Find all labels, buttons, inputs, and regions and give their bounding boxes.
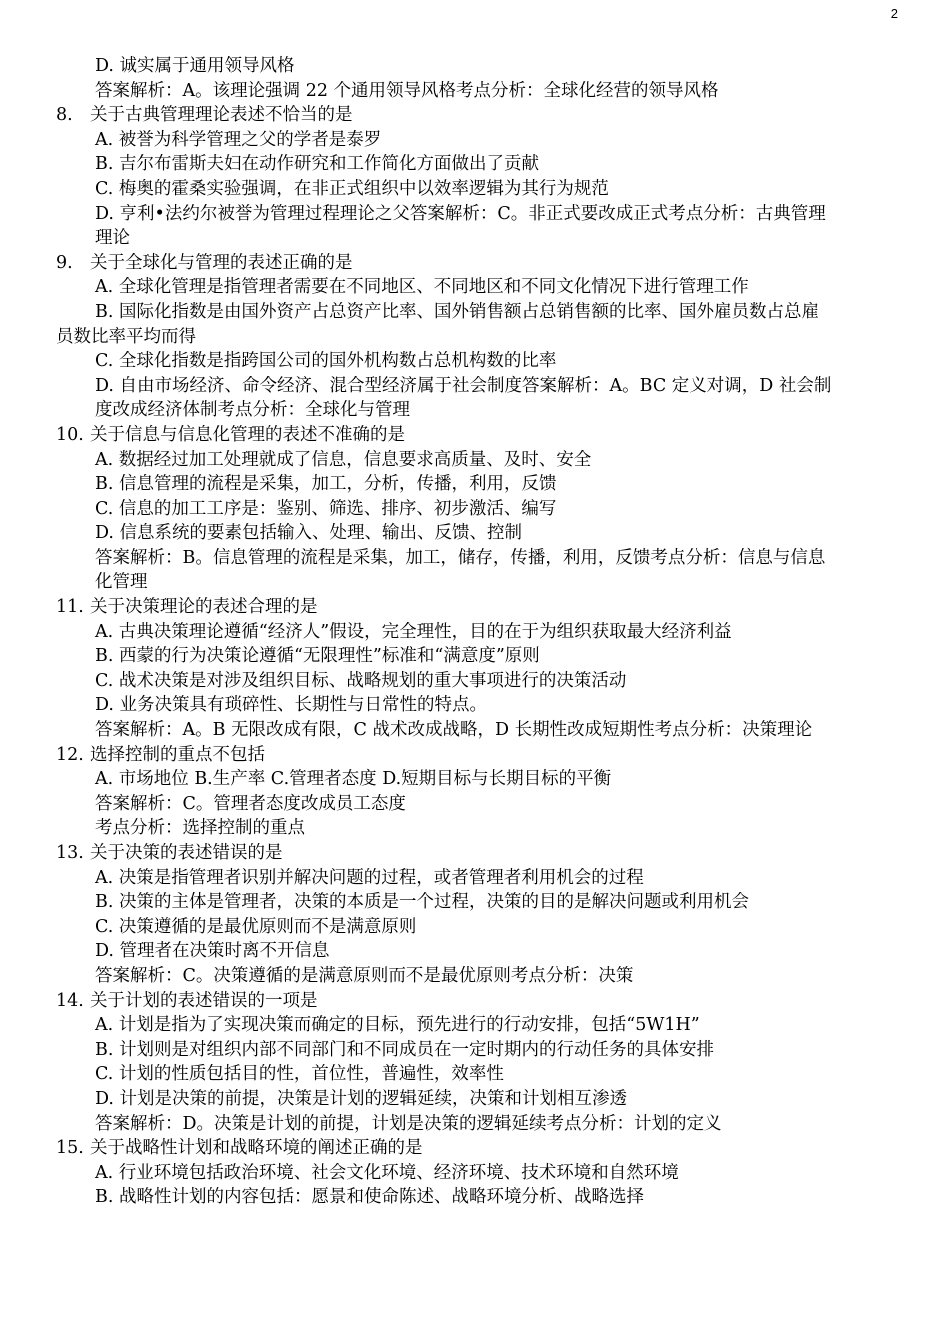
option-line: 考点分析：选择控制的重点: [95, 818, 305, 839]
option-line: C. 计划的性质包括目的性，首位性，普遍性，效率性: [95, 1064, 504, 1085]
question-number: 15.: [56, 1138, 84, 1159]
option-line: A. 数据经过加工处理就成了信息，信息要求高质量、及时、安全: [95, 449, 592, 470]
question-line: [0, 841, 950, 866]
question-line: [0, 989, 950, 1014]
question-text: 关于信息与信息化管理的表述不准确的是: [90, 424, 405, 445]
question-number: 8.: [56, 105, 73, 126]
question-number: 12.: [56, 744, 84, 765]
option-line: B. 计划则是对组织内部不同部门和不同成员在一定时期内的行动任务的具体安排: [95, 1039, 714, 1060]
option-line: 答案解析：B。信息管理的流程是采集，加工，储存，传播，利用，反馈考点分析：信息与信息: [95, 547, 826, 568]
option-line: B. 战略性计划的内容包括：愿景和使命陈述、战略环境分析、战略选择: [95, 1187, 644, 1208]
option-line: A. 市场地位 B.生产率 C.管理者态度 D.短期目标与长期目标的平衡: [95, 769, 612, 790]
option-line: A. 被誉为科学管理之父的学者是泰罗: [95, 129, 382, 150]
option-line: A. 决策是指管理者识别并解决问题的过程，或者管理者利用机会的过程: [95, 867, 644, 888]
option-line: C. 战术决策是对涉及组织目标、战略规划的重大事项进行的决策活动: [95, 670, 627, 691]
option-line: 度改成经济体制考点分析：全球化与管理: [95, 400, 410, 421]
question-text: 关于决策理论的表述合理的是: [90, 597, 318, 618]
page-number: 2: [890, 6, 898, 21]
option-line: B. 西蒙的行为决策论遵循“无限理性”标准和“满意度”原则: [95, 646, 540, 667]
question-line: [0, 743, 950, 768]
option-line: B. 吉尔布雷斯夫妇在动作研究和工作简化方面做出了贡献: [95, 154, 539, 175]
question-line: [0, 1136, 950, 1161]
option-line: B. 决策的主体是管理者，决策的本质是一个过程，决策的目的是解决问题或利用机会: [95, 892, 749, 913]
option-line: D. 管理者在决策时离不开信息: [95, 941, 330, 962]
option-line: C. 决策遵循的是最优原则而不是满意原则: [95, 916, 417, 937]
question-line: [0, 595, 950, 620]
question-text: 选择控制的重点不包括: [90, 744, 265, 765]
option-line: A. 行业环境包括政治环境、社会文化环境、经济环境、技术环境和自然环境: [95, 1162, 679, 1183]
option-line: D. 业务决策具有琐碎性、长期性与日常性的特点。: [95, 695, 488, 716]
option-line: C. 梅奥的霍桑实验强调，在非正式组织中以效率逻辑为其行为规范: [95, 178, 609, 199]
option-line: D. 计划是决策的前提，决策是计划的逻辑延续，决策和计划相互渗透: [95, 1088, 628, 1109]
option-line: 答案解析：C。决策遵循的是满意原则而不是最优原则考点分析：决策: [95, 965, 634, 986]
option-line: A. 计划是指为了实现决策而确定的目标，预先进行的行动安排，包括“5W1H”: [95, 1015, 700, 1036]
option-line: 答案解析：C。管理者态度改成员工态度: [95, 793, 406, 814]
question-text: 关于决策的表述错误的是: [90, 843, 283, 863]
option-line: C. 全球化指数是指跨国公司的国外机构数占总机构数的比率: [95, 351, 557, 372]
question-number: 11.: [56, 597, 84, 618]
option-line: C. 信息的加工工序是：鉴别、筛选、排序、初步激活、编写: [95, 498, 557, 519]
question-number: 13.: [56, 843, 84, 863]
option-line: 化管理: [95, 572, 148, 593]
question-number: 10.: [56, 424, 84, 445]
option-line: B. 信息管理的流程是采集，加工，分析，传播，利用，反馈: [95, 474, 557, 495]
question-text: 关于全球化与管理的表述正确的是: [90, 252, 353, 273]
option-line: 理论: [95, 228, 130, 249]
option-line: A. 全球化管理是指管理者需要在不同地区、不同地区和不同文化情况下进行管理工作: [95, 277, 749, 298]
option-line: A. 古典决策理论遵循“经济人”假设，完全理性，目的在于为组织获取最大经济利益: [95, 621, 732, 642]
option-line: 答案解析：A。B 无限改成有限，C 战术改成战略，D 长期性改成短期性考点分析：决策理论: [95, 720, 813, 741]
option-line: D. 信息系统的要素包括输入、处理、输出、反馈、控制: [95, 523, 523, 544]
document-body: [0, 54, 950, 1210]
option-line: D. 亨利•法约尔被誉为管理过程理论之父答案解析：C。非正式要改成正式考点分析：古典管理: [95, 203, 826, 224]
option-line: 答案解析：A。该理论强调 22 个通用领导风格考点分析：全球化经营的领导风格: [95, 80, 719, 101]
option-line: B. 国际化指数是由国外资产占总资产比率、国外销售额占总销售额的比率、国外雇员数占总雇: [95, 301, 819, 322]
question-text: 关于古典管理理论表述不恰当的是: [90, 105, 353, 126]
option-line: D. 自由市场经济、命令经济、混合型经济属于社会制度答案解析：A。BC 定义对调，D 社会制: [95, 375, 832, 396]
option-line: 答案解析：D。决策是计划的前提，计划是决策的逻辑延续考点分析：计划的定义: [95, 1113, 722, 1134]
question-number: 14.: [56, 990, 84, 1011]
question-line: [0, 251, 950, 276]
question-number: 9.: [56, 252, 73, 273]
question-line: [0, 103, 950, 128]
wrapped-line: 员数比率平均而得: [56, 326, 196, 347]
option-line: D. 诚实属于通用领导风格: [95, 56, 295, 76]
question-text: 关于计划的表述错误的一项是: [90, 990, 318, 1011]
question-text: 关于战略性计划和战略环境的阐述正确的是: [90, 1138, 423, 1159]
question-line: [0, 423, 950, 448]
